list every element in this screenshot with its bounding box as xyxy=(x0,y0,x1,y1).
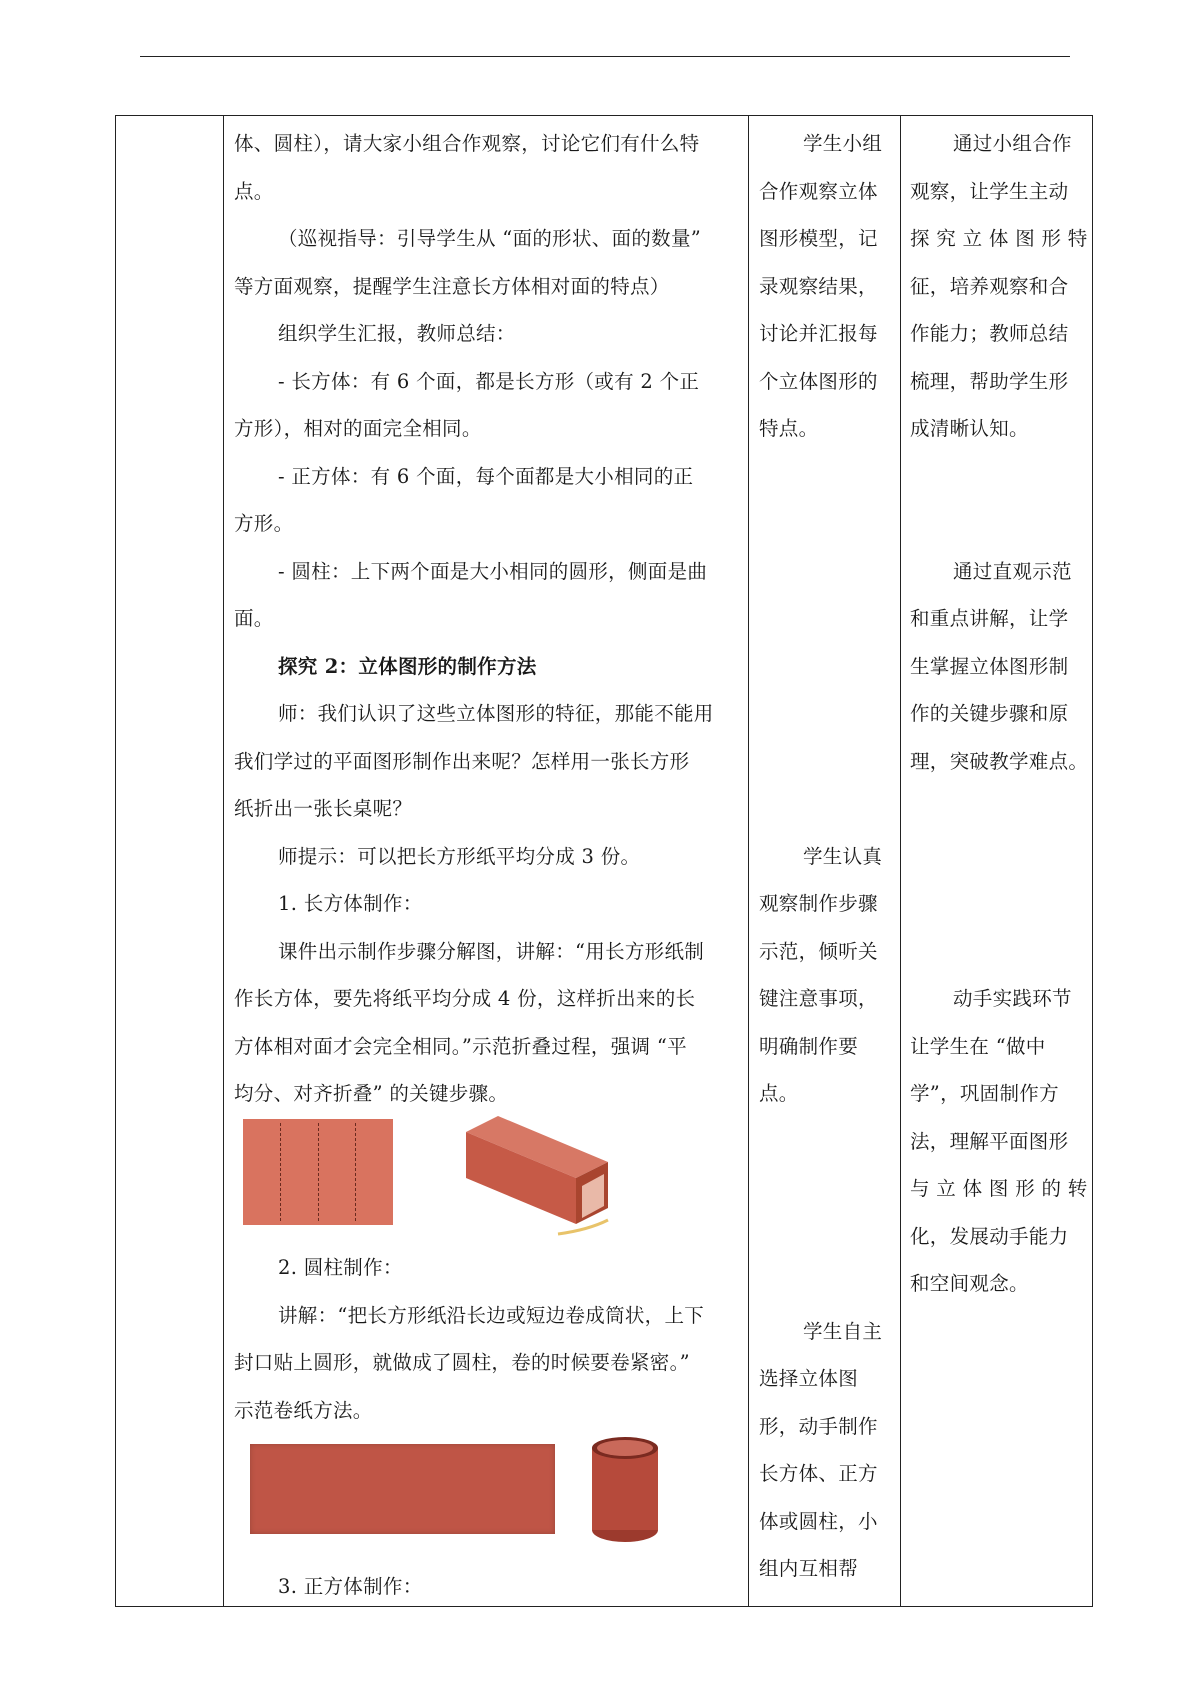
intent-text-line: 和空间观念。 xyxy=(910,1272,1029,1295)
fold-line xyxy=(280,1123,281,1221)
student-text-line: 个立体图形的 xyxy=(759,370,878,393)
student-text-line: 学生小组 xyxy=(803,132,883,155)
header-rule xyxy=(140,56,1070,57)
teacher-text-line: 师：我们认识了这些立体图形的特征，那能不能用 xyxy=(278,702,714,725)
teacher-text-line: 2. 圆柱制作： xyxy=(278,1256,403,1279)
student-text-line: 点。 xyxy=(759,1082,799,1105)
intent-text-line: 让学生在 “做中 xyxy=(910,1035,1046,1058)
student-text-line: 讨论并汇报每 xyxy=(759,322,878,345)
teacher-text-line: 面。 xyxy=(234,607,274,630)
teacher-text-line: （巡视指导：引导学生从 “面的形状、面的数量” xyxy=(278,227,702,250)
teacher-text-line: 方形。 xyxy=(234,512,294,535)
intent-text-line: 作的关键步骤和原 xyxy=(910,702,1069,725)
stage-column xyxy=(116,116,224,1606)
student-text-line: 合作观察立体 xyxy=(759,180,878,203)
intent-text-line: 法，理解平面图形 xyxy=(910,1130,1069,1153)
teacher-text-line: 点。 xyxy=(234,180,274,203)
intent-text-line: 化，发展动手能力 xyxy=(910,1225,1069,1248)
teacher-text-line: 课件出示制作步骤分解图，讲解：“用长方形纸制 xyxy=(278,940,705,963)
student-text-line: 录观察结果， xyxy=(759,275,878,298)
student-text-line: 形，动手制作 xyxy=(759,1415,878,1438)
teacher-text-line: 均分、对齐折叠” 的关键步骤。 xyxy=(234,1082,509,1105)
teacher-text-line: 纸折出一张长桌呢？ xyxy=(234,797,413,820)
teacher-text-line: - 圆柱：上下两个面是大小相同的圆形，侧面是曲 xyxy=(278,560,708,583)
intent-text-line: 通过直观示范 xyxy=(953,560,1072,583)
student-text-line: 特点。 xyxy=(759,417,819,440)
teacher-text-line: 作长方体，要先将纸平均分成 4 份，这样折出来的长 xyxy=(234,987,696,1010)
fold-line xyxy=(318,1123,319,1221)
teacher-text-line: - 长方体：有 6 个面，都是长方形（或有 2 个正 xyxy=(278,370,700,393)
teacher-text-line: 组织学生汇报，教师总结： xyxy=(278,322,516,345)
intent-text-line: 成清晰认知。 xyxy=(910,417,1029,440)
intent-text-line: 探 究 立 体 图 形 特 xyxy=(910,227,1088,250)
student-text-line: 示范，倾听关 xyxy=(759,940,878,963)
intent-text-line: 动手实践环节 xyxy=(953,987,1072,1010)
student-text-line: 键注意事项， xyxy=(759,987,878,1010)
rectangular-box-image xyxy=(458,1112,618,1240)
student-text-line: 长方体、正方 xyxy=(759,1462,878,1485)
teacher-text-line: 方形），相对的面完全相同。 xyxy=(234,417,482,440)
intent-text-line: 学”，巩固制作方 xyxy=(910,1082,1059,1105)
intent-text-line: 观察，让学生主动 xyxy=(910,180,1069,203)
student-text-line: 学生认真 xyxy=(803,845,883,868)
intent-text-line: 通过小组合作 xyxy=(953,132,1072,155)
intent-text-line: 作能力；教师总结 xyxy=(910,322,1069,345)
student-text-line: 组内互相帮 xyxy=(759,1557,859,1580)
student-text-line: 观察制作步骤 xyxy=(759,892,878,915)
teacher-text-line: 等方面观察，提醒学生注意长方体相对面的特点） xyxy=(234,275,670,298)
fold-line xyxy=(355,1123,356,1221)
intent-text-line: 与 立 体 图 形 的 转 xyxy=(910,1177,1088,1200)
section-heading: 探究 2：立体图形的制作方法 xyxy=(278,655,537,678)
folded-paper-image xyxy=(243,1119,393,1225)
intent-text-line: 生掌握立体图形制 xyxy=(910,655,1069,678)
intent-text-line: 梳理，帮助学生形 xyxy=(910,370,1069,393)
student-text-line: 选择立体图 xyxy=(759,1367,859,1390)
teacher-text-line: 封口贴上圆形，就做成了圆柱，卷的时候要卷紧密。” xyxy=(234,1351,690,1374)
student-text-line: 明确制作要 xyxy=(759,1035,859,1058)
student-text-line: 图形模型，记 xyxy=(759,227,878,250)
intent-text-line: 征，培养观察和合 xyxy=(910,275,1069,298)
teacher-text-line: 方体相对面才会完全相同。”示范折叠过程，强调 “平 xyxy=(234,1035,687,1058)
teacher-text-line: 师提示：可以把长方形纸平均分成 3 份。 xyxy=(278,845,641,868)
teacher-text-line: 体、圆柱），请大家小组合作观察，讨论它们有什么特 xyxy=(234,132,700,155)
teacher-text-line: - 正方体：有 6 个面，每个面都是大小相同的正 xyxy=(278,465,694,488)
teacher-text-line: 示范卷纸方法。 xyxy=(234,1399,373,1422)
teacher-text-line: 3. 正方体制作： xyxy=(278,1575,423,1598)
intent-text-line: 理，突破教学难点。 xyxy=(910,750,1089,773)
student-text-line: 体或圆柱，小 xyxy=(759,1510,878,1533)
teacher-text-line: 我们学过的平面图形制作出来呢？怎样用一张长方形 xyxy=(234,750,690,773)
student-text-line: 学生自主 xyxy=(803,1320,883,1343)
teacher-text-line: 1. 长方体制作： xyxy=(278,892,423,915)
paper-strip-image xyxy=(250,1444,555,1534)
intent-text-line: 和重点讲解，让学 xyxy=(910,607,1069,630)
teacher-text-line: 讲解：“把长方形纸沿长边或短边卷成筒状，上下 xyxy=(278,1304,705,1327)
cylinder-image xyxy=(588,1434,662,1546)
